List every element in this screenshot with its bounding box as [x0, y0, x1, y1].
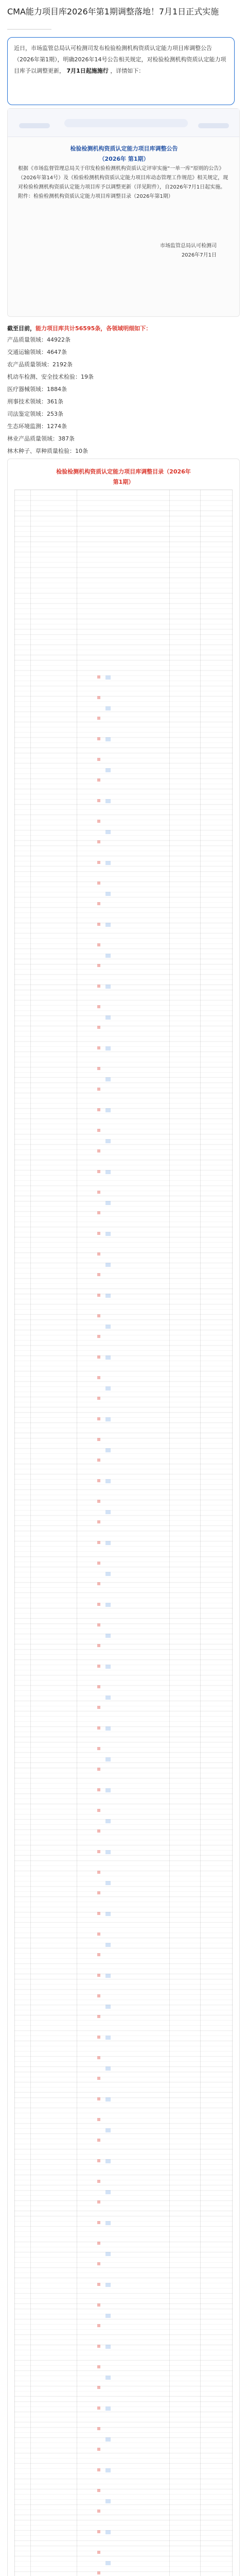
notice-box	[7, 37, 235, 105]
stats-item: 产品质量领域：44922条	[7, 336, 70, 343]
adjustment-table-title	[17, 467, 230, 487]
stats-item: 生态环境监测：1274条	[7, 423, 67, 430]
adjustment-table-grid	[14, 489, 233, 2576]
adjustment-table-title-line2: 第1期）	[113, 479, 134, 485]
notice-text-after: ，详情如下：	[110, 67, 145, 74]
article-title: CMA能力项目库2026年第1期调整落地！7月1日正式实施	[7, 7, 219, 16]
stats-item: 农产品质量领域：2192条	[7, 361, 73, 368]
stats-item: 林木种子、草种质量检验：10条	[7, 448, 88, 454]
notice-text	[14, 43, 231, 77]
announcement-header-strip-right	[198, 123, 229, 128]
stats-heading	[7, 324, 240, 334]
stats-item: 医疗器械领域：1884条	[7, 386, 67, 393]
adjustment-table-title-line1: 检验检测机构资质认定能力项目库调整目录（2026年	[56, 468, 191, 475]
stats-heading-prefix: 截至目前，	[7, 325, 36, 332]
announcement-header	[8, 109, 239, 137]
announcement-signature: 市场监管总局认可检测司	[160, 243, 217, 249]
announcement-title-line1: 检验检测机构资质认定能力项目库调整公告	[70, 145, 178, 152]
adjustment-table-red-markers	[97, 675, 100, 2576]
announcement-title	[45, 144, 203, 164]
title-underline	[7, 29, 51, 30]
stats-heading-accent: 能力项目库共计56595条，各领域明细如下：	[36, 325, 152, 332]
stats-item: 林业产品质量领域：387条	[7, 435, 75, 442]
announcement-date: 2026年7月1日	[181, 252, 217, 258]
announcement-header-strip-left	[19, 123, 50, 128]
adjustment-table-columns	[15, 490, 232, 2576]
announcement-body: 根据《市场监督管理总局关于印发检验检测机构资质认定评审实施“一单一库”原则的公告》（2026年第14号）及《检验检测机构资质认定能力项目库动态管理工作规范》相关规定，现对检验检测机构资质认定能力项目库予以调整更新（详见附件），自2026年7月1日起实施。附件：检验检测机构资质认定能力项目库调整目录（2026年第1期）	[18, 166, 228, 199]
stats-item: 交通运输领域：4647条	[7, 349, 67, 355]
capability-stats	[7, 324, 240, 470]
adjustment-table-blue-markers	[105, 675, 111, 2576]
announcement-header-pill	[64, 119, 188, 127]
stats-item: 机动车检测、安全技术检验：19条	[7, 374, 94, 380]
stats-item: 司法鉴定领域：253条	[7, 411, 63, 417]
notice-text-strong: 7月1日起施施行	[66, 67, 109, 74]
announcement-title-line2: （2026年 第1期）	[99, 156, 149, 162]
announcement-image	[7, 108, 240, 317]
stats-item: 刑事技术领域：361条	[7, 398, 63, 405]
notice-text-before: 近日，市场监管总局认可检测司发布检验检测机构资质认定能力项目库调整公告（2026年第1期），明确2026年14号公告相关规定，对检验检测机构资质认定能力项目库予以调整更新，	[14, 45, 226, 74]
